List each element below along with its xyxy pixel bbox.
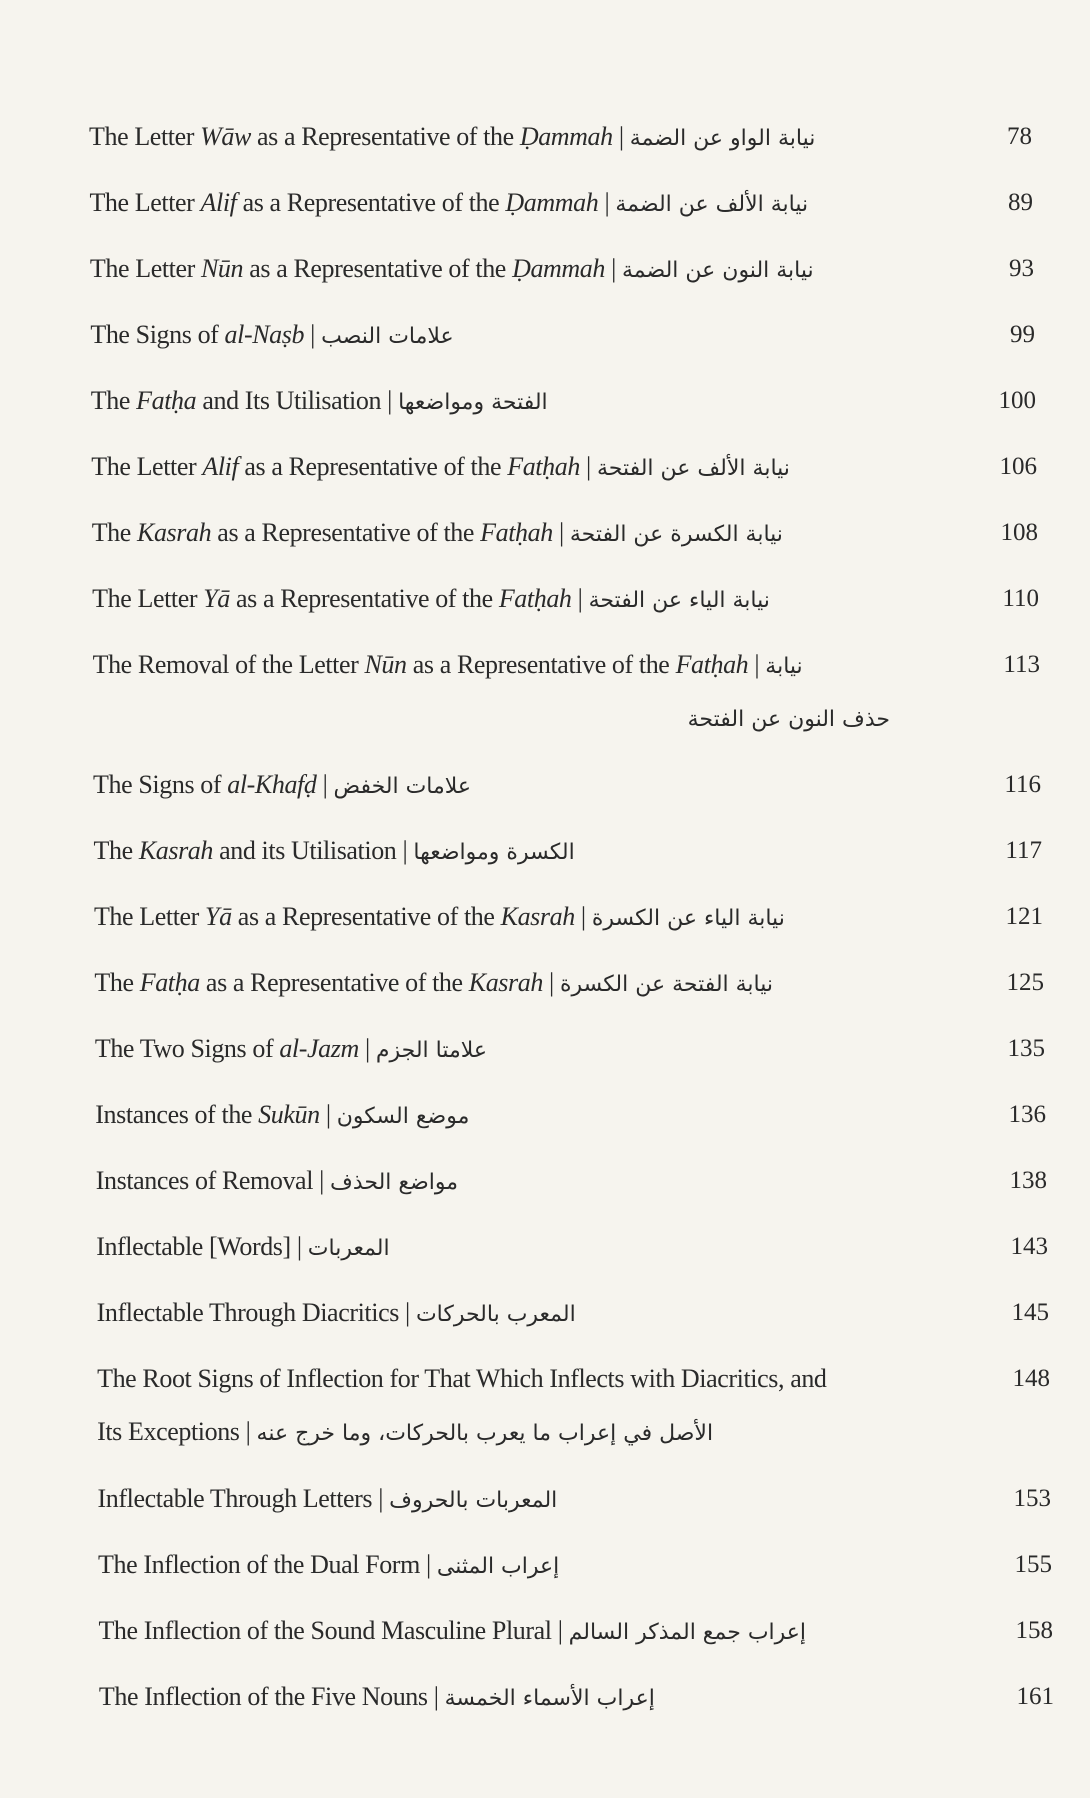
page-number: 121: [1005, 903, 1043, 930]
entry-title: Inflectable Through Letters |: [97, 1484, 390, 1513]
entry-arabic-title: الكسرة ومواضعها: [413, 840, 575, 865]
toc-entry: [0, 752, 1090, 818]
toc-entry-line: [0, 1148, 1090, 1214]
entry-title: |: [748, 650, 766, 679]
entry-arabic-title: مواضع الحذف: [330, 1170, 459, 1195]
entry-title: |: [571, 584, 589, 613]
toc-entry: [0, 500, 1090, 566]
toc-entry-line: [0, 302, 1090, 368]
toc-entry-line: [0, 1466, 1090, 1532]
toc-entry-line: [0, 500, 1090, 566]
entry-title-italic: Kasrah: [468, 968, 543, 997]
entry-title: as a Representative of the: [229, 584, 499, 613]
entry-title: |: [319, 1100, 337, 1129]
page-number: 78: [1007, 123, 1032, 150]
page-number: 89: [1008, 189, 1033, 216]
toc-entry-line: [0, 1280, 1090, 1346]
entry-arabic-title: الأصل في إعراب ما يعرب بالحركات، وما خرج عنه: [256, 1421, 714, 1446]
entry-title-italic: Kasrah: [138, 836, 214, 865]
toc-entry-line: [0, 1082, 1090, 1148]
page-number: 110: [1002, 585, 1039, 612]
page-number: 93: [1009, 255, 1034, 282]
entry-title: The Inflection of the Five Nouns |: [98, 1682, 445, 1711]
entry-arabic-title: نيابة الألف عن الضمة: [615, 192, 809, 217]
toc-entry-line: [0, 752, 1090, 818]
entry-title-italic: Yā: [203, 584, 230, 613]
entry-title: |: [542, 968, 560, 997]
entry-title-italic: Alif: [202, 452, 239, 481]
entry-title: |: [612, 122, 630, 151]
toc-entry: [0, 1082, 1090, 1148]
toc-entry-line: [0, 1214, 1090, 1280]
entry-title: and its Utilisation |: [213, 836, 414, 865]
entry-arabic-title: موضع السكون: [336, 1104, 470, 1129]
page-number: 158: [1015, 1617, 1053, 1644]
entry-title-italic: Nūn: [200, 254, 244, 283]
entry-title-italic: Yā: [205, 902, 232, 931]
page-number: 148: [1012, 1365, 1050, 1392]
entry-title: |: [579, 452, 597, 481]
toc-entry-line: [0, 1412, 1090, 1466]
page-number: 116: [1004, 771, 1041, 798]
entry-title: as a Representative of the: [236, 188, 506, 217]
entry-title: The Removal of the Letter: [92, 650, 365, 679]
entry-title: |: [574, 902, 592, 931]
page-number: 153: [1013, 1485, 1051, 1512]
toc-entry: [0, 1148, 1090, 1214]
entry-title: |: [552, 518, 570, 547]
toc-entry-line: [0, 698, 890, 752]
toc-entry: [0, 632, 1090, 752]
entry-title-italic: Kasrah: [500, 902, 575, 931]
entry-arabic-title: المعرب بالحركات: [415, 1302, 576, 1327]
page-number: 125: [1006, 969, 1044, 996]
entry-arabic-title: نيابة الكسرة عن الفتحة: [569, 522, 783, 547]
entry-title: Its Exceptions |: [97, 1417, 257, 1446]
entry-title: The: [93, 836, 139, 865]
toc-entry-line: [0, 1664, 1090, 1730]
entry-title-italic: al-Naṣb: [224, 320, 305, 349]
entry-title: The: [90, 386, 137, 415]
entry-title-italic: Fatḥah: [507, 452, 580, 481]
toc-entry: [0, 1532, 1090, 1598]
toc-entry-line: [0, 1598, 1090, 1664]
toc-entry: [0, 1214, 1090, 1280]
table-of-contents: [0, 104, 1090, 1730]
entry-arabic-title: نيابة الياء عن الفتحة: [588, 588, 770, 613]
entry-title: The Letter: [89, 122, 201, 151]
toc-entry: [0, 1016, 1090, 1082]
entry-title: as a Representative of the: [250, 122, 520, 151]
entry-title: Inflectable [Words] |: [96, 1232, 308, 1261]
toc-entry: [0, 950, 1090, 1016]
entry-title-italic: Wāw: [200, 122, 251, 151]
entry-title: The: [94, 968, 140, 997]
toc-entry-line: [0, 104, 1090, 170]
entry-arabic-title: نيابة النون عن الضمة: [622, 258, 814, 283]
entry-title: as a Representative of the: [406, 650, 676, 679]
toc-entry: [0, 434, 1090, 500]
entry-title: The Root Signs of Inflection for That Which Inflects with Diacritics, and: [97, 1364, 827, 1393]
entry-arabic-title: الفتحة ومواضعها: [398, 390, 548, 415]
entry-arabic-title: إعراب المثنى: [436, 1554, 560, 1579]
entry-title: The Inflection of the Dual Form |: [98, 1550, 437, 1579]
entry-arabic-title: إعراب جمع المذكر السالم: [568, 1620, 807, 1645]
entry-title: |: [358, 1034, 376, 1063]
page-number: 155: [1014, 1551, 1052, 1578]
toc-entry-line: [0, 170, 1090, 236]
page-number: 117: [1005, 837, 1042, 864]
entry-arabic-title: نيابة الواو عن الضمة: [629, 126, 816, 151]
toc-entry-line: [0, 1016, 1090, 1082]
page-number: 135: [1007, 1035, 1045, 1062]
toc-entry: [0, 236, 1090, 302]
toc-entry-line: [0, 818, 1090, 884]
page-number: 145: [1011, 1299, 1049, 1326]
page-number: 138: [1009, 1167, 1047, 1194]
entry-title-italic: Ḍammah: [505, 188, 599, 217]
entry-title: The Signs of: [90, 320, 225, 349]
entry-arabic-title: نيابة الياء عن الكسرة: [591, 906, 785, 931]
entry-title: as a Representative of the: [243, 254, 513, 283]
toc-entry-line: [0, 1532, 1090, 1598]
entry-title: The Letter: [92, 584, 204, 613]
entry-arabic-title: المعربات: [307, 1236, 390, 1261]
entry-title: |: [304, 320, 322, 349]
entry-title-italic: al-Khafḍ: [227, 770, 317, 799]
toc-entry: [0, 1598, 1090, 1664]
entry-title: Inflectable Through Diacritics |: [96, 1298, 416, 1327]
toc-entry: [0, 1280, 1090, 1346]
entry-title-italic: Fatḥah: [675, 650, 749, 679]
entry-title: The Letter: [93, 902, 206, 931]
entry-title-italic: al-Jazm: [279, 1034, 359, 1063]
toc-entry: [0, 170, 1090, 236]
entry-arabic-title: نيابة الفتحة عن الكسرة: [559, 972, 774, 997]
entry-title: Instances of the: [95, 1100, 259, 1129]
entry-title: The Two Signs of: [94, 1034, 280, 1063]
toc-entry: [0, 884, 1090, 950]
entry-title-italic: Fatḥah: [498, 584, 572, 613]
entry-title: The Letter: [89, 254, 201, 283]
toc-entry: [0, 368, 1090, 434]
toc-entry-line: [0, 950, 1090, 1016]
entry-arabic-title: إعراب الأسماء الخمسة: [444, 1686, 655, 1711]
entry-title-italic: Fatḥa: [139, 968, 200, 997]
page-number: 99: [1010, 321, 1035, 348]
entry-title-italic: Ḍammah: [519, 122, 613, 151]
entry-arabic-title: نيابة الألف عن الفتحة: [596, 456, 790, 481]
entry-title: The Inflection of the Sound Masculine Plural |: [98, 1616, 569, 1645]
entry-title-italic: Ḍammah: [512, 254, 605, 283]
entry-title-italic: Fatḥa: [136, 386, 197, 415]
page-number: 108: [1000, 519, 1038, 546]
toc-entry-line: [0, 632, 1090, 698]
page-number: 143: [1010, 1233, 1048, 1260]
toc-entry-line: [0, 884, 1090, 950]
toc-entry: [0, 302, 1090, 368]
entry-title: |: [605, 254, 623, 283]
page-number: 161: [1016, 1683, 1054, 1710]
page-number: 136: [1008, 1101, 1046, 1128]
page-number: 100: [998, 387, 1036, 414]
toc-entry: [0, 566, 1090, 632]
entry-arabic-title: حذف النون عن الفتحة: [687, 707, 890, 732]
entry-title-italic: Fatḥah: [480, 518, 553, 547]
entry-title: as a Representative of the: [231, 902, 501, 931]
entry-title-italic: Nūn: [364, 650, 407, 679]
entry-title: The Letter: [89, 188, 201, 217]
toc-entry-line: [0, 434, 1090, 500]
entry-arabic-title: علامتا الجزم: [375, 1038, 488, 1063]
toc-entry-line: [0, 1346, 1090, 1412]
toc-entry-line: [0, 566, 1090, 632]
entry-title: and Its Utilisation |: [196, 386, 399, 415]
entry-arabic-title: المعربات بالحروف: [389, 1488, 558, 1513]
toc-entry: [0, 818, 1090, 884]
entry-title: |: [316, 770, 334, 799]
entry-title: The Signs of: [93, 770, 228, 799]
entry-title: as a Representative of the: [199, 968, 469, 997]
entry-arabic-title: نيابة: [765, 654, 803, 679]
toc-entry: [0, 1664, 1090, 1730]
toc-entry: [0, 1346, 1090, 1466]
toc-entry: [0, 1466, 1090, 1532]
page-number: 106: [999, 453, 1037, 480]
toc-entry: [0, 104, 1090, 170]
entry-arabic-title: علامات النصب: [321, 324, 454, 349]
entry-title-italic: Sukūn: [258, 1100, 320, 1129]
entry-title: |: [598, 188, 616, 217]
entry-title: Instances of Removal |: [95, 1166, 331, 1195]
entry-title: The: [91, 518, 138, 547]
toc-entry-line: [0, 236, 1090, 302]
page-number: 113: [1003, 651, 1040, 678]
entry-title: as a Representative of the: [211, 518, 481, 547]
entry-title-italic: Kasrah: [137, 518, 212, 547]
toc-entry-line: [0, 368, 1090, 434]
entry-title: as a Representative of the: [238, 452, 508, 481]
entry-title-italic: Alif: [200, 188, 237, 217]
entry-title: The Letter: [91, 452, 203, 481]
entry-arabic-title: علامات الخفض: [333, 774, 472, 799]
